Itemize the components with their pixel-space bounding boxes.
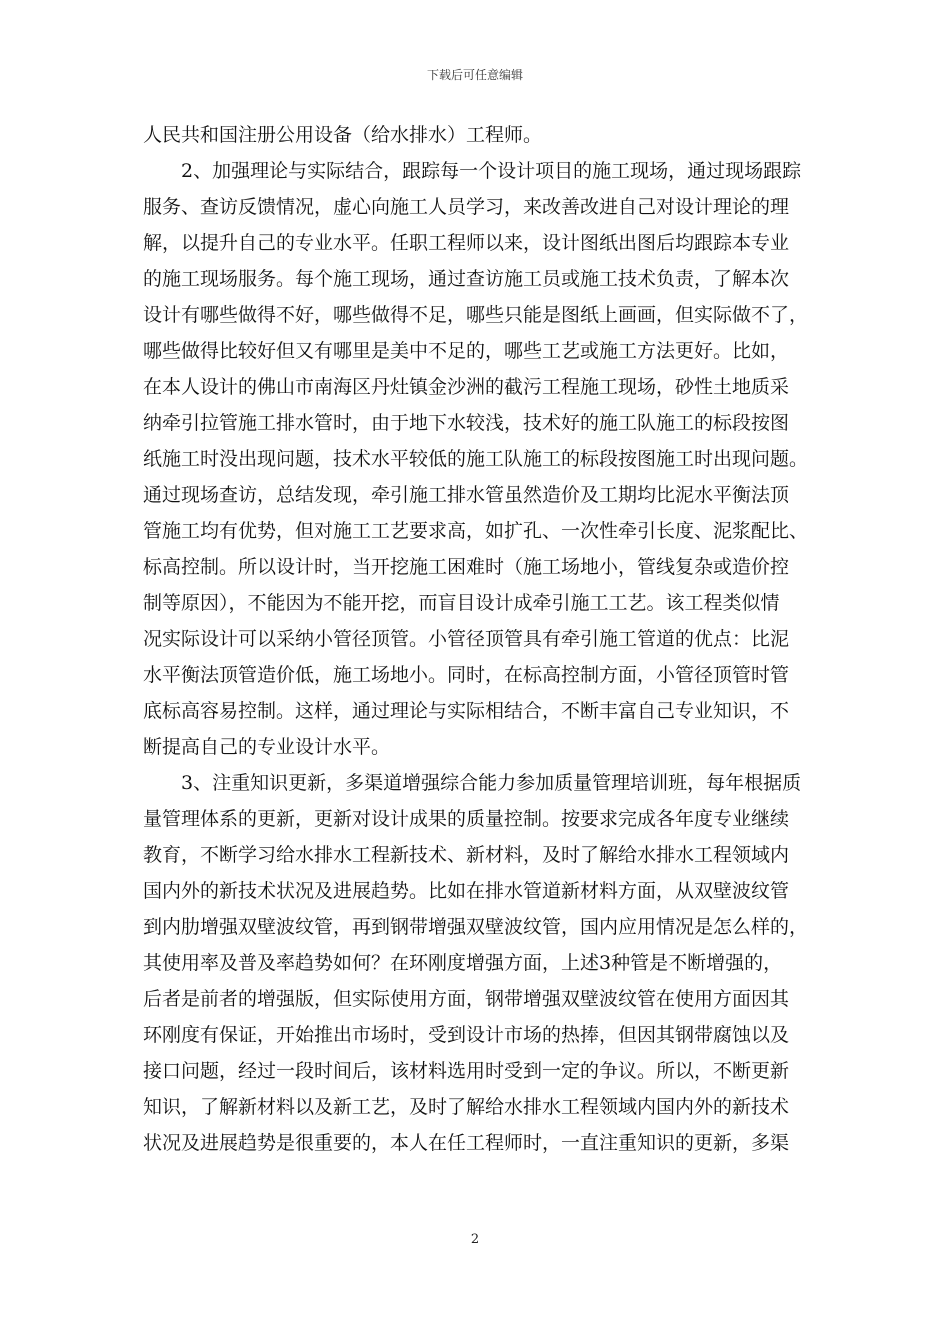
text-line: 制等原因），不能因为不能开挖，而盲目设计成牵引施工工艺。该工程类似情 — [143, 592, 780, 614]
text-line: 教育，不断学习给水排水工程新技术、新材料，及时了解给水排水工程领域内 — [143, 844, 790, 866]
text-line: 接口问题，经过一段时间后，该材料选用时受到一定的争议。所以，不断更新 — [143, 1060, 790, 1082]
text-line: 况实际设计可以采纳小管径顶管。小管径顶管具有牵引施工管道的优点：比泥 — [143, 628, 790, 650]
page-header: 下载后可任意编辑 — [426, 68, 523, 82]
text-line: 解，以提升自己的专业水平。任职工程师以来，设计图纸出图后均跟踪本专业 — [143, 232, 790, 254]
text-line: 哪些做得比较好但又有哪里是美中不足的，哪些工艺或施工方法更好。比如， — [143, 340, 790, 362]
text-line: 的施工现场服务。每个施工现场，通过查访施工员或施工技术负责，了解本次 — [143, 268, 790, 290]
text-line: 人民共和国注册公用设备（给水排水）工程师。 — [143, 124, 543, 146]
paragraph-3 — [143, 765, 809, 1161]
text-line: 服务、查访反馈情况，虚心向施工人员学习，来改善改进自己对设计理论的理 — [143, 196, 790, 218]
page-number: 2 — [470, 1232, 480, 1247]
document-body — [143, 117, 809, 1161]
text-line: 断提高自己的专业设计水平。 — [143, 736, 391, 758]
text-line: 纸施工时没出现问题，技术水平较低的施工队施工的标段按图施工时出现问题。 — [143, 448, 809, 470]
text-line: 知识，了解新材料以及新工艺，及时了解给水排水工程领域内国内外的新技术 — [143, 1096, 790, 1118]
text-line: 设计有哪些做得不好，哪些做得不足，哪些只能是图纸上画画，但实际做不了， — [143, 304, 809, 326]
text-line: 其使用率及普及率趋势如何？在环刚度增强方面，上述3种管是不断增强的， — [143, 952, 783, 974]
text-line: 标高控制。所以设计时，当开挖施工困难时（施工场地小，管线复杂或造价控 — [143, 556, 790, 578]
text-line: 量管理体系的更新，更新对设计成果的质量控制。按要求完成各年度专业继续 — [143, 808, 790, 830]
text-line: 底标高容易控制。这样，通过理论与实际相结合，不断丰富自己专业知识，不 — [143, 700, 790, 722]
text-line: 3、注重知识更新，多渠道增强综合能力参加质量管理培训班，每年根据质 — [181, 772, 802, 794]
text-line: 通过现场查访，总结发现，牵引施工排水管虽然造价及工期均比泥水平衡法顶 — [143, 484, 790, 506]
text-line: 水平衡法顶管造价低，施工场地小。同时，在标高控制方面，小管径顶管时管 — [143, 664, 790, 686]
text-line: 纳牵引拉管施工排水管时，由于地下水较浅，技术好的施工队施工的标段按图 — [143, 412, 790, 434]
text-line: 到内肋增强双壁波纹管，再到钢带增强双壁波纹管，国内应用情况是怎么样的， — [143, 916, 809, 938]
text-line: 在本人设计的佛山市南海区丹灶镇金沙洲的截污工程施工现场，砂性土地质采 — [143, 376, 790, 398]
paragraph-1 — [143, 117, 809, 153]
text-line: 国内外的新技术状况及进展趋势。比如在排水管道新材料方面，从双壁波纹管 — [143, 880, 790, 902]
text-line: 状况及进展趋势是很重要的，本人在任工程师时，一直注重知识的更新，多渠 — [143, 1132, 790, 1154]
text-line: 2、加强理论与实际结合，跟踪每一个设计项目的施工现场，通过现场跟踪 — [181, 160, 802, 182]
text-line: 环刚度有保证，开始推出市场时，受到设计市场的热捧，但因其钢带腐蚀以及 — [143, 1024, 790, 1046]
text-line: 后者是前者的增强版，但实际使用方面，钢带增强双壁波纹管在使用方面因其 — [143, 988, 790, 1010]
paragraph-2 — [143, 153, 809, 765]
text-line: 管施工均有优势，但对施工工艺要求高，如扩孔、一次性牵引长度、泥浆配比、 — [143, 520, 809, 542]
